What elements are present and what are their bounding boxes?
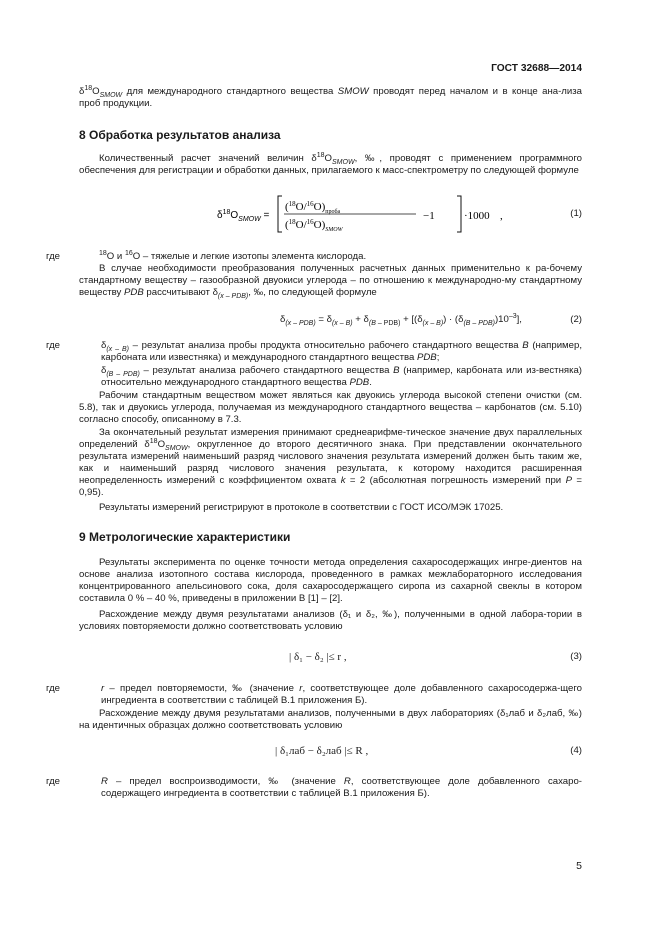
intro-paragraph: $\delta^{18}O_{SMOW}$ для международного стандартного вещества SMOW проводят перед началом и в конце ана-лиза проб продукции.: [79, 84, 582, 110]
section-8-paragraph-4: За окончательный результат измерения принимают среднеарифме-тическое значение двух параллельных определений $\delta^{18}O_{SMOW}$, округленное до второго десятичного знака. При представлении окончательного результата измерений наименьший разряд числового значения результата измерений должен быть таким же, как и наименьший разряд числового значения результата, к которому находится расширенная неопределенность измерений с коэффициентом охвата k = 2 (абсолютная погрешность измерений при P = 0,95).: [79, 427, 582, 499]
section-9-title: 9 Метрологические характеристики: [79, 530, 291, 544]
where-label-1: где: [46, 251, 61, 262]
formula-1-number: (1): [570, 208, 582, 219]
formula-4-number: (4): [570, 745, 582, 756]
formula-2: [79, 314, 582, 334]
formula-2-number: (2): [570, 314, 582, 325]
formula-1-den-sub: SMOW: [325, 227, 343, 233]
formula-4-expression: | δ₁лаб − δ₂лаб |≤ R ,: [275, 745, 369, 757]
formula-4: [79, 745, 582, 765]
section-9-paragraph-2: Расхождение между двумя результатами анализов (δ₁ и δ₂, ‰), полученными в одной лабора-тории в условиях повторяемости должно соответствовать условию: [79, 609, 582, 633]
formula-1: [79, 192, 582, 236]
section-8-paragraph-5: Результаты измерений регистрируют в протоколе в соответствии с ГОСТ ИСО/МЭК 17025.: [99, 502, 504, 513]
section-9-paragraph-1: Результаты эксперимента по оценке точности метода определения сахаросодержащих ингре-диентов на основе анализа изотопного состава кислорода, проведенного в рамках межлабораторного исследования концентрированного апельсинового сока, доля сахаросодержащего сиропа из сахарной свеклы в котором составила 0 % – 40 %, приведены в приложении В [1] – [2].: [79, 557, 582, 605]
where-r: r – предел повторяемости, ‰ (значение r, соответствующее доле добавленного сахаросодержа-щего ингредиента в соответствии с таблицей В.1 приложения Б).: [101, 683, 583, 707]
formula-1-tail: −1: [423, 210, 435, 222]
svg-text:(18O/16O)SMOW: $(^{18}O/^{16}O)_{SMOW}$: [285, 218, 343, 233]
formula-1-mult: ·1000: [464, 210, 490, 222]
section-8-title: 8 Обработка результатов анализа: [79, 128, 281, 142]
section-8-paragraph-1: Количественный расчет значений величин $\delta^{18}O_{SMOW}$, ‰, проводят с применением программного обеспечения для регистрации и обработки данных, прилагаемого к масс-спектрометру по следующей формуле: [79, 151, 582, 177]
section-9-paragraph-3: Расхождение между двумя результатами анализов, полученными в двух лабораториях (δ₁лаб и δ₂лаб, ‰) на идентичных образцах должно соответствовать условию: [79, 708, 582, 732]
svg-text:(18O/16O)проба: $(^{18}O/^{16}O)_{проба}$: [285, 200, 341, 215]
formula-1-graphic: [79, 192, 582, 236]
section-8-paragraph-3: Рабочим стандартным веществом может являться как двуокись углерода высокой степени очистки (см. 5.8), так и двуокись углерода, получаемая из международного стандартного вещества – карбонатов (см. 5.10) согласно способу, описанному в 7.3.: [79, 390, 582, 426]
where-label-2: где: [46, 340, 61, 351]
page-number: 5: [576, 860, 582, 872]
where-label-4: где: [46, 776, 61, 787]
formula-2-expression: $\delta_{(x - PDB)} = \delta_{(x - B)} + \delta_{(B - PDB)} + [(\delta_{(x - B)}) \cdot (\delta_{(B - PDB)})10^{-3}]$,: [280, 312, 522, 327]
where-delta-bpdb: $\delta_{(B - PDB)}$ – результат анализа рабочего стандартного вещества B (например, карбоната или из-вестняка) относительно международного стандартного вещества PDB.: [101, 365, 583, 389]
formula-3: [79, 651, 582, 671]
where-isotopes: $^{18}$O и $^{16}$O – тяжелые и легкие изотопы элемента кислорода.: [99, 249, 367, 262]
where-R: R – предел воспроизводимости, ‰ (значение R, соответствующее доле добавленного сахаро-содержащего ингредиента в соответствии с таблицей В.1 приложения Б).: [101, 776, 582, 800]
svg-text:,: ,: [500, 210, 503, 222]
formula-3-expression: | δ₁ − δ₂ |≤ r ,: [289, 651, 347, 663]
formula-3-number: (3): [570, 651, 582, 662]
standard-header: ГОСТ 32688—2014: [491, 63, 582, 74]
formula-1-lhs: $\delta^{18}O_{SMOW}$ =: [217, 209, 270, 223]
where-delta-xb: $\delta_{(x - B)}$ – результат анализа пробы продукта относительно рабочего стандартного вещества B (например, карбоната или известняка) и международного стандартного вещества PDB;: [101, 340, 582, 364]
section-8-paragraph-2: В случае необходимости преобразования полученных расчетных данных применительно к ра-бочему стандартному веществу – газообразной двуокиси углерода – по отношению к международно-му стандартному веществу PDB рассчитывают $\delta_{(x - PDB)}$, ‰, по следующей формуле: [79, 263, 582, 301]
formula-1-num-sub: проба: [325, 209, 341, 215]
where-label-3: где: [46, 683, 61, 694]
